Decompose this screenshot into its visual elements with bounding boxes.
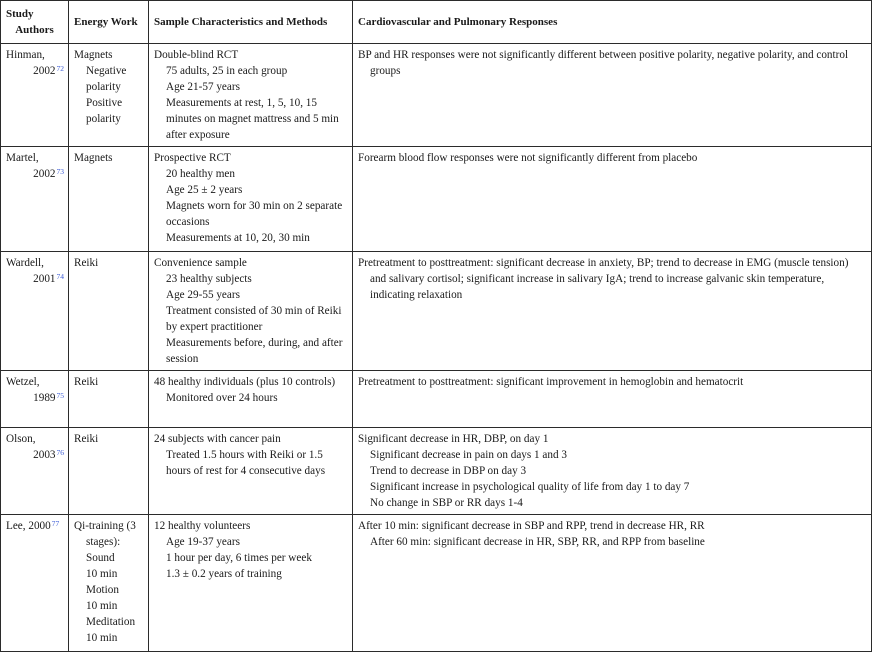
responses-main: After 10 min: significant decrease in SBP and RPP, trend in decrease HR, RR xyxy=(358,520,705,532)
author-year: 2001 xyxy=(33,273,56,285)
author-cell xyxy=(1,371,69,428)
reference-link[interactable]: 75 xyxy=(56,391,64,400)
author-cell xyxy=(1,428,69,515)
sample-sub: Treated 1.5 hours with Reiki or 1.5 hours of rest for 4 consecutive days xyxy=(166,449,326,477)
sample-sub: 20 healthy men xyxy=(166,168,235,180)
table-row xyxy=(1,515,872,652)
responses-cell xyxy=(353,147,872,252)
table-header-row xyxy=(1,1,872,44)
sample-sub: Measurements at 10, 20, 30 min xyxy=(166,232,310,244)
sample-main: 48 healthy individuals (plus 10 controls) xyxy=(154,376,336,388)
author-year: 2002 xyxy=(33,168,56,180)
energy-main: Qi-training (3 stages): xyxy=(74,520,136,548)
energy-sub: Negative polarity xyxy=(86,65,127,93)
sample-sub: 75 adults, 25 in each group xyxy=(166,65,288,77)
energy-sub: Motion xyxy=(86,584,119,596)
reference-link[interactable]: 77 xyxy=(51,519,60,528)
table-row xyxy=(1,44,872,147)
sample-main: 24 subjects with cancer pain xyxy=(154,433,281,445)
sample-cell xyxy=(149,428,353,515)
author-cell xyxy=(1,44,69,147)
author-cell xyxy=(1,515,69,652)
responses-sub: Significant decrease in pain on days 1 and 3 xyxy=(370,449,567,461)
author-name: Martel, xyxy=(6,152,39,164)
sample-sub: Age 21-57 years xyxy=(166,81,240,93)
energy-sub: Meditation xyxy=(86,616,136,628)
reference-link[interactable]: 73 xyxy=(56,167,64,176)
energy-cell xyxy=(69,515,149,652)
sample-sub: 1.3 ± 0.2 years of training xyxy=(166,568,282,580)
sample-main: Prospective RCT xyxy=(154,152,231,164)
sample-sub: Age 19-37 years xyxy=(166,536,240,548)
sample-sub: Measurements before, during, and after session xyxy=(166,337,343,365)
author-year-wrap xyxy=(6,166,64,182)
energy-cell xyxy=(69,371,149,428)
author-year-wrap xyxy=(6,271,64,287)
author-year: 2002 xyxy=(33,65,56,77)
energy-sub: 10 min xyxy=(86,632,118,644)
energy-sub: Positive polarity xyxy=(86,97,123,125)
energy-main: Magnets xyxy=(74,152,113,164)
energy-cell xyxy=(69,147,149,252)
header-study-authors xyxy=(1,1,69,44)
energy-cell xyxy=(69,428,149,515)
author-cell xyxy=(1,147,69,252)
sample-cell xyxy=(149,147,353,252)
sample-sub: Measurements at rest, 1, 5, 10, 15 minutes on magnet mattress and 5 min after exposure xyxy=(166,97,339,141)
sample-sub: Treatment consisted of 30 min of Reiki by expert practitioner xyxy=(166,305,342,333)
author-name: Lee, 2000 xyxy=(6,520,51,532)
responses-main: Forearm blood flow responses were not significantly different from placebo xyxy=(358,152,698,164)
header-energy-work: Energy Work xyxy=(69,1,149,44)
author-name: Wardell, xyxy=(6,257,44,269)
header-study-label: Study xyxy=(6,8,34,20)
responses-main: Significant decrease in HR, DBP, on day 1 xyxy=(358,433,549,445)
sample-cell xyxy=(149,371,353,428)
table-row xyxy=(1,147,872,252)
responses-sub: Significant increase in psychological quality of life from day 1 to day 7 xyxy=(370,481,690,493)
author-cell xyxy=(1,252,69,371)
sample-sub: 23 healthy subjects xyxy=(166,273,252,285)
responses-main: BP and HR responses were not significantly different between positive polarity, negative polarity, and control groups xyxy=(358,49,849,77)
sample-sub: Monitored over 24 hours xyxy=(166,392,278,404)
energy-sub: 10 min xyxy=(86,600,118,612)
author-year-wrap xyxy=(6,447,64,463)
reference-link[interactable]: 76 xyxy=(56,448,64,457)
author-name-wrap xyxy=(6,518,64,534)
author-year-wrap xyxy=(6,390,64,406)
author-name: Hinman, xyxy=(6,49,45,61)
reference-link[interactable]: 74 xyxy=(56,272,64,281)
energy-main: Reiki xyxy=(74,433,99,445)
responses-cell xyxy=(353,515,872,652)
responses-cell xyxy=(353,252,872,371)
energy-sub: Sound xyxy=(86,552,115,564)
sample-sub: Age 25 ± 2 years xyxy=(166,184,243,196)
sample-main: Double-blind RCT xyxy=(154,49,239,61)
table-row xyxy=(1,371,872,428)
sample-cell xyxy=(149,252,353,371)
table-row xyxy=(1,252,872,371)
responses-main: Pretreatment to posttreatment: significant decrease in anxiety, BP; trend to decrease in EMG (muscle tension) and salivary cortisol; significant increase in salivary IgA; trend to increase galvanic skin temperature, indicating relaxation xyxy=(358,257,849,301)
table-row xyxy=(1,428,872,515)
energy-main: Reiki xyxy=(74,257,99,269)
author-year: 1989 xyxy=(33,392,56,404)
author-year: 2003 xyxy=(33,449,56,461)
sample-cell xyxy=(149,44,353,147)
header-responses: Cardiovascular and Pulmonary Responses xyxy=(353,1,872,44)
energy-cell xyxy=(69,252,149,371)
sample-main: 12 healthy volunteers xyxy=(154,520,251,532)
sample-main: Convenience sample xyxy=(154,257,247,269)
responses-cell xyxy=(353,428,872,515)
responses-sub: Trend to decrease in DBP on day 3 xyxy=(370,465,527,477)
sample-sub: 1 hour per day, 6 times per week xyxy=(166,552,312,564)
energy-main: Magnets xyxy=(74,49,113,61)
reference-link[interactable]: 72 xyxy=(56,64,64,73)
responses-cell xyxy=(353,44,872,147)
sample-cell xyxy=(149,515,353,652)
responses-sub: No change in SBP or RR days 1-4 xyxy=(370,497,523,509)
author-name: Wetzel, xyxy=(6,376,40,388)
author-year-wrap xyxy=(6,63,64,79)
energy-cell xyxy=(69,44,149,147)
responses-cell xyxy=(353,371,872,428)
header-authors-label: Authors xyxy=(15,24,54,36)
responses-sub: After 60 min: significant decrease in HR, SBP, RR, and RPP from baseline xyxy=(370,536,705,548)
energy-main: Reiki xyxy=(74,376,99,388)
header-sample: Sample Characteristics and Methods xyxy=(149,1,353,44)
author-name: Olson, xyxy=(6,433,36,445)
sample-sub: Magnets worn for 30 min on 2 separate occasions xyxy=(166,200,343,228)
sample-sub: Age 29-55 years xyxy=(166,289,240,301)
energy-sub: 10 min xyxy=(86,568,118,580)
responses-main: Pretreatment to posttreatment: significant improvement in hemoglobin and hematocrit xyxy=(358,376,744,388)
